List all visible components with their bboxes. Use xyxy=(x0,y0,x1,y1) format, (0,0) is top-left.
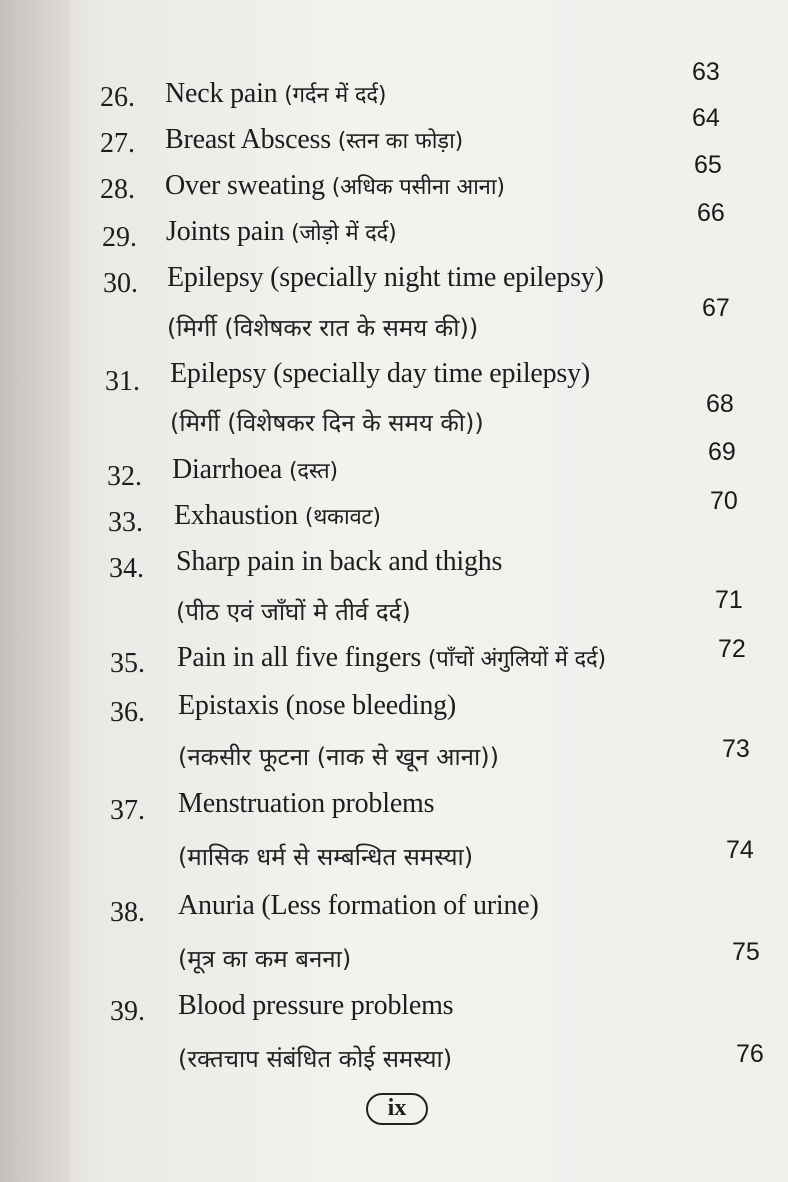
entry-title: Epistaxis (nose bleeding) xyxy=(178,690,457,721)
entry-subtitle: (नकसीर फूटना (नाक से खून आना)) xyxy=(178,743,499,771)
entry-page-number: 74 xyxy=(726,836,754,864)
entry-page-number: 70 xyxy=(710,487,738,515)
entry-subtitle: (मूत्र का कम बनना) xyxy=(178,945,352,973)
entry-page-number: 67 xyxy=(702,294,730,322)
entry-number: 27. xyxy=(100,128,135,159)
entry-title: Over sweating (अधिक पसीना आना) xyxy=(165,170,505,201)
entry-number: 36. xyxy=(110,697,145,728)
entry-title: Neck pain (गर्दन में दर्द) xyxy=(165,78,387,109)
entry-title: Sharp pain in back and thighs xyxy=(176,546,503,577)
entry-subtitle: (रक्तचाप संबंधित कोई समस्या) xyxy=(178,1045,453,1073)
entry-number: 38. xyxy=(110,897,145,928)
entry-number: 28. xyxy=(100,174,135,205)
entry-number: 32. xyxy=(107,461,142,492)
entry-page-number: 63 xyxy=(692,58,720,86)
entry-page-number: 68 xyxy=(706,390,734,418)
entry-page-number: 72 xyxy=(718,635,746,663)
entry-page-number: 76 xyxy=(736,1040,764,1068)
entry-number: 35. xyxy=(110,648,145,679)
entry-number: 30. xyxy=(103,268,138,299)
entry-title: Pain in all five fingers (पाँचों अंगुलियों में दर्द) xyxy=(177,642,606,673)
entry-subtitle: (मासिक धर्म से सम्बन्धित समस्या) xyxy=(178,843,474,871)
entry-title: Epilepsy (specially day time epilepsy) xyxy=(170,358,591,389)
entry-subtitle: (मिर्गी (विशेषकर रात के समय की)) xyxy=(167,314,479,342)
entry-number: 33. xyxy=(108,507,143,538)
entry-number: 37. xyxy=(110,795,145,826)
entry-page-number: 69 xyxy=(708,438,736,466)
entry-number: 39. xyxy=(110,996,145,1027)
entry-title: Epilepsy (specially night time epilepsy) xyxy=(167,262,604,293)
entry-page-number: 64 xyxy=(692,104,720,132)
entry-title: Blood pressure problems xyxy=(178,990,454,1021)
entry-title: Menstruation problems xyxy=(178,788,435,819)
entry-number: 26. xyxy=(100,82,135,113)
entry-page-number: 73 xyxy=(722,735,750,763)
entry-title: Diarrhoea (दस्त) xyxy=(172,454,338,485)
entry-title: Anuria (Less formation of urine) xyxy=(178,890,539,921)
entry-page-number: 75 xyxy=(732,938,760,966)
entry-number: 29. xyxy=(102,222,137,253)
entry-title: Joints pain (जोड़ो में दर्द) xyxy=(166,216,397,247)
page-number-footer: ix xyxy=(366,1093,428,1125)
entry-number: 31. xyxy=(105,366,140,397)
entry-subtitle: (पीठ एवं जाँघों मे तीर्व दर्द) xyxy=(176,598,411,626)
entry-title: Exhaustion (थकावट) xyxy=(174,500,381,531)
entry-page-number: 65 xyxy=(694,151,722,179)
entry-page-number: 66 xyxy=(697,199,725,227)
entry-title: Breast Abscess (स्तन का फोड़ा) xyxy=(165,124,463,155)
entry-subtitle: (मिर्गी (विशेषकर दिन के समय की)) xyxy=(170,409,484,437)
entry-page-number: 71 xyxy=(715,586,743,614)
page-gutter-shadow xyxy=(0,0,70,1182)
entry-number: 34. xyxy=(109,553,144,584)
